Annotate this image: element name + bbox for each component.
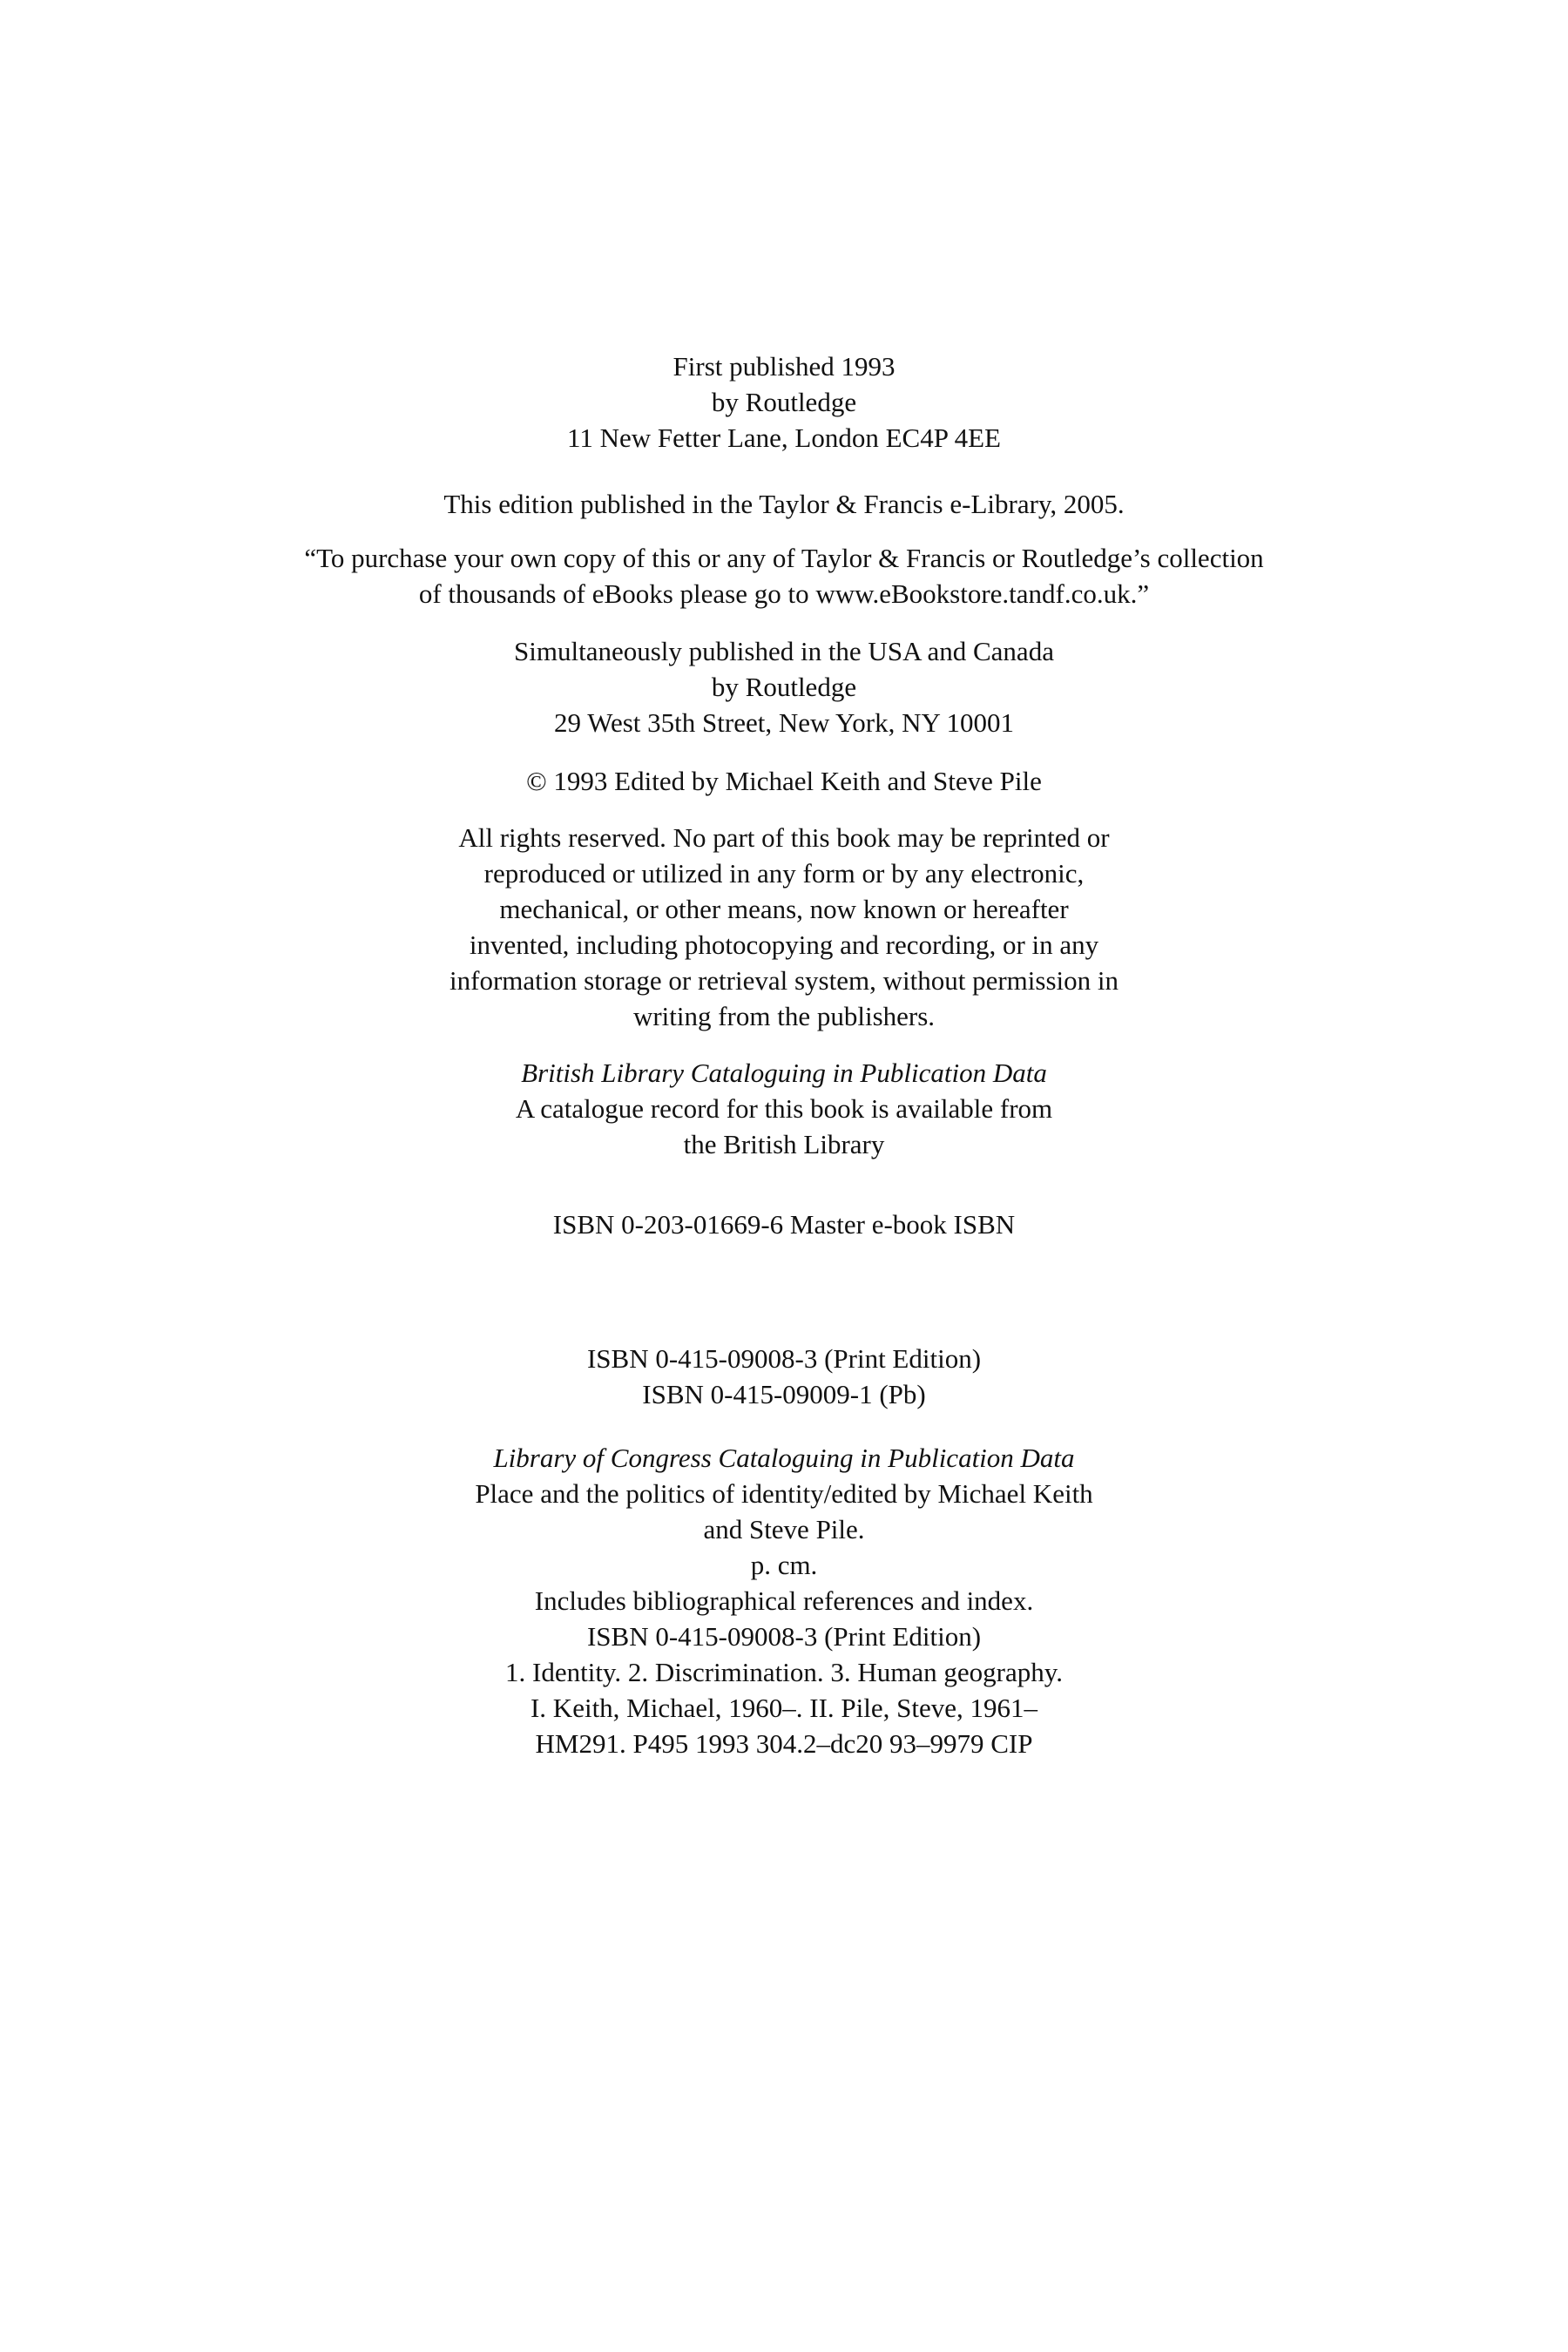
rights-line: information storage or retrieval system, without permission in	[449, 965, 1119, 996]
british-library-line: A catalogue record for this book is available from	[515, 1093, 1053, 1124]
loc-line: ISBN 0-415-09008-3 (Print Edition)	[586, 1621, 982, 1652]
british-library-line: the British Library	[683, 1129, 885, 1159]
ebook-edition-block	[0, 486, 1568, 522]
purchase-note-block	[0, 540, 1568, 612]
rights-line: All rights reserved. No part of this book may be reprinted or	[458, 822, 1110, 853]
usa-address-line: 29 West 35th Street, New York, NY 10001	[554, 707, 1014, 738]
rights-line: reproduced or utilized in any form or by any electronic,	[483, 858, 1085, 889]
rights-block	[0, 820, 1568, 1034]
british-library-cip-block	[0, 1055, 1568, 1162]
first-published-block	[0, 348, 1568, 456]
loc-line: and Steve Pile.	[703, 1514, 865, 1544]
purchase-note-line: of thousands of eBooks please go to www.eBookstore.tandf.co.uk.”	[418, 578, 1150, 609]
loc-line: 1. Identity. 2. Discrimination. 3. Human geography.	[505, 1657, 1063, 1687]
print-isbn-block	[0, 1341, 1568, 1412]
copyright-block	[0, 763, 1568, 799]
library-of-congress-heading: Library of Congress Cataloguing in Publication Data	[493, 1443, 1075, 1473]
rights-line: invented, including photocopying and recording, or in any	[469, 929, 1099, 960]
ebook-isbn-block	[0, 1206, 1568, 1242]
british-library-heading: British Library Cataloguing in Publication Data	[521, 1058, 1047, 1088]
usa-canada-block	[0, 633, 1568, 740]
ebook-edition-line: This edition published in the Taylor & Francis e-Library, 2005.	[443, 489, 1125, 519]
loc-line: HM291. P495 1993 304.2–dc20 93–9979 CIP	[535, 1728, 1033, 1759]
loc-line: p. cm.	[750, 1550, 818, 1580]
loc-line: Place and the politics of identity/edited by Michael Keith	[475, 1478, 1093, 1509]
purchase-note-line: “To purchase your own copy of this or any of Taylor & Francis or Routledge’s collection	[304, 543, 1264, 573]
first-published-line: First published 1993	[672, 351, 896, 382]
usa-publisher-line: by Routledge	[711, 672, 857, 702]
library-of-congress-cip-block	[0, 1440, 1568, 1761]
loc-line: I. Keith, Michael, 1960–. II. Pile, Steve, 1961–	[530, 1693, 1037, 1723]
usa-canada-line: Simultaneously published in the USA and Canada	[514, 636, 1054, 666]
copyright-line: © 1993 Edited by Michael Keith and Steve Pile	[526, 766, 1042, 796]
publisher-line: by Routledge	[711, 387, 857, 417]
rights-line: writing from the publishers.	[632, 1001, 936, 1031]
publisher-address-line: 11 New Fetter Lane, London EC4P 4EE	[567, 422, 1001, 453]
rights-line: mechanical, or other means, now known or hereafter	[499, 894, 1069, 924]
print-isbn-line: ISBN 0-415-09008-3 (Print Edition)	[586, 1343, 982, 1374]
loc-line: Includes bibliographical references and index.	[534, 1585, 1034, 1616]
paperback-isbn-line: ISBN 0-415-09009-1 (Pb)	[642, 1379, 926, 1409]
ebook-isbn-line: ISBN 0-203-01669-6 Master e-book ISBN	[552, 1209, 1016, 1240]
